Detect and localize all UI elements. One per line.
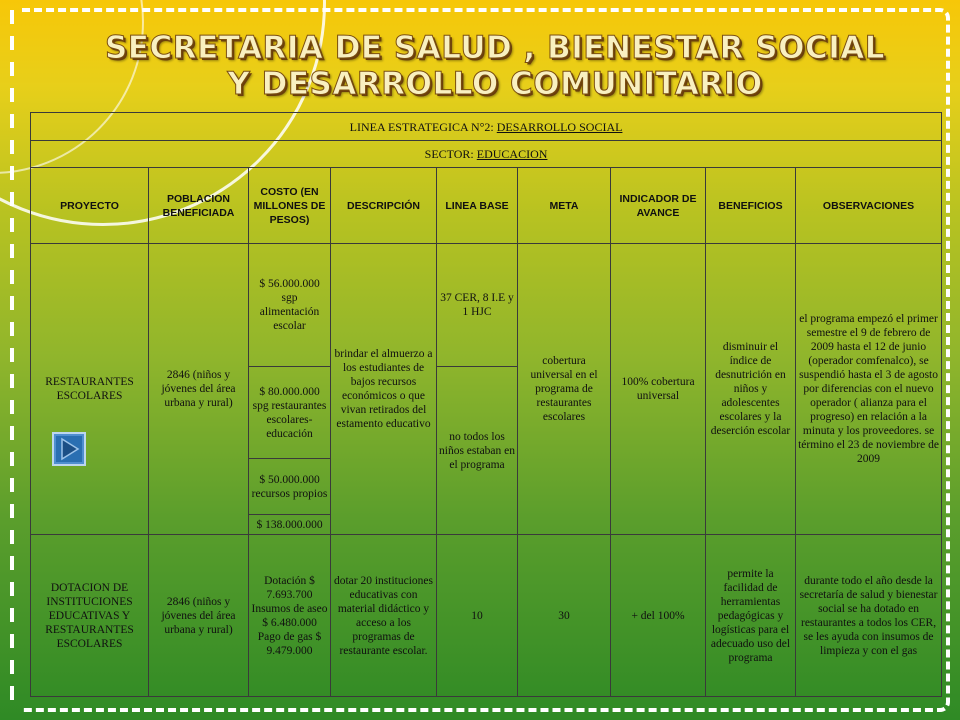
- title-line-2: Y DESARROLLO COMUNITARIO: [227, 66, 763, 102]
- linea-value: DESARROLLO SOCIAL: [496, 119, 623, 134]
- cell-indicador: 100% cobertura universal: [611, 244, 706, 535]
- header-costo: COSTO (EN MILLONES DE PESOS): [249, 168, 331, 244]
- cell-proyecto: DOTACION DE INSTITUCIONES EDUCATIVAS Y RESTAURANTES ESCOLARES: [31, 535, 149, 697]
- cell-costo: $ 50.000.000 recursos propios: [249, 459, 331, 515]
- cell-costo: $ 56.000.000 sgp alimentación escolar: [249, 244, 331, 367]
- cell-descripcion: dotar 20 instituciones educativas con material didáctico y acceso a los programas de restaurante escolar.: [331, 535, 437, 697]
- sector-row: [31, 141, 942, 168]
- cell-beneficios: disminuir el índice de desnutrición en niños y adolescentes escolares y la deserción escolar: [706, 244, 796, 535]
- cell-beneficios: permite la facilidad de herramientas pedagógicas y logísticas para el adecuado uso del programa: [706, 535, 796, 697]
- cell-descripcion: brindar el almuerzo a los estudiantes de bajos recursos económicos o que vivan retirados del estamento educativo: [331, 244, 437, 535]
- table-row: [31, 535, 942, 697]
- header-meta: META: [518, 168, 611, 244]
- header-linea-base: LINEA BASE: [437, 168, 518, 244]
- cell-costo: Dotación $ 7.693.700 Insumos de aseo $ 6.480.000 Pago de gas $ 9.479.000: [249, 535, 331, 697]
- linea-label: LINEA ESTRATEGICA N°2:: [349, 119, 494, 134]
- sector-label: SECTOR:: [424, 147, 474, 161]
- cell-costo-total: $ 138.000.000: [249, 515, 331, 535]
- cell-poblacion: 2846 (niños y jóvenes del área urbana y rural): [149, 244, 249, 535]
- header-row: [31, 168, 942, 244]
- cell-linea-base: 10: [437, 535, 518, 697]
- header-observaciones: OBSERVACIONES: [796, 168, 942, 244]
- linea-cell: [31, 113, 942, 141]
- cell-linea-base: 37 CER, 8 I.E y 1 HJC: [437, 244, 518, 367]
- header-proyecto: PROYECTO: [31, 168, 149, 244]
- sector-value: EDUCACION: [476, 147, 548, 161]
- cell-observaciones: durante todo el año desde la secretaría de salud y bienestar social se ha dotado en restaurantes a todos los CER, se les ayuda con insumos de limpieza y con el gas: [796, 535, 942, 697]
- table-row: [31, 244, 942, 367]
- cell-linea-base: no todos los niños estaban en el programa: [437, 367, 518, 535]
- title-line-1: SECRETARIA DE SALUD , BIENESTAR SOCIAL: [104, 30, 886, 66]
- cell-indicador: + del 100%: [611, 535, 706, 697]
- linea-row: [31, 113, 942, 141]
- cell-poblacion: 2846 (niños y jóvenes del área urbana y rural): [149, 535, 249, 697]
- cell-meta: cobertura universal en el programa de restaurantes escolares: [518, 244, 611, 535]
- sector-cell: [31, 141, 942, 168]
- page-title: [0, 30, 960, 102]
- cell-proyecto: RESTAURANTES ESCOLARES: [31, 244, 149, 535]
- next-slide-button[interactable]: [52, 432, 86, 466]
- strategy-table: [30, 112, 942, 697]
- cell-observaciones: el programa empezó el primer semestre el 9 de febrero de 2009 hasta el 12 de junio (operador comfenalco), se suspendió hasta el 3 de agosto por diferencias con el nuevo operador ( alianza para el progreso) en relación a la minuta y los proveedores. se término el 23 de noviembre de 2009: [796, 244, 942, 535]
- header-indicador: INDICADOR DE AVANCE: [611, 168, 706, 244]
- header-beneficios: BENEFICIOS: [706, 168, 796, 244]
- cell-costo: $ 80.000.000 spg restaurantes escolares-educación: [249, 367, 331, 459]
- cell-meta: 30: [518, 535, 611, 697]
- dashed-frame-left: [10, 10, 14, 710]
- header-poblacion: POBLACION BENEFICIADA: [149, 168, 249, 244]
- play-icon: [54, 434, 84, 464]
- header-descripcion: DESCRIPCIÓN: [331, 168, 437, 244]
